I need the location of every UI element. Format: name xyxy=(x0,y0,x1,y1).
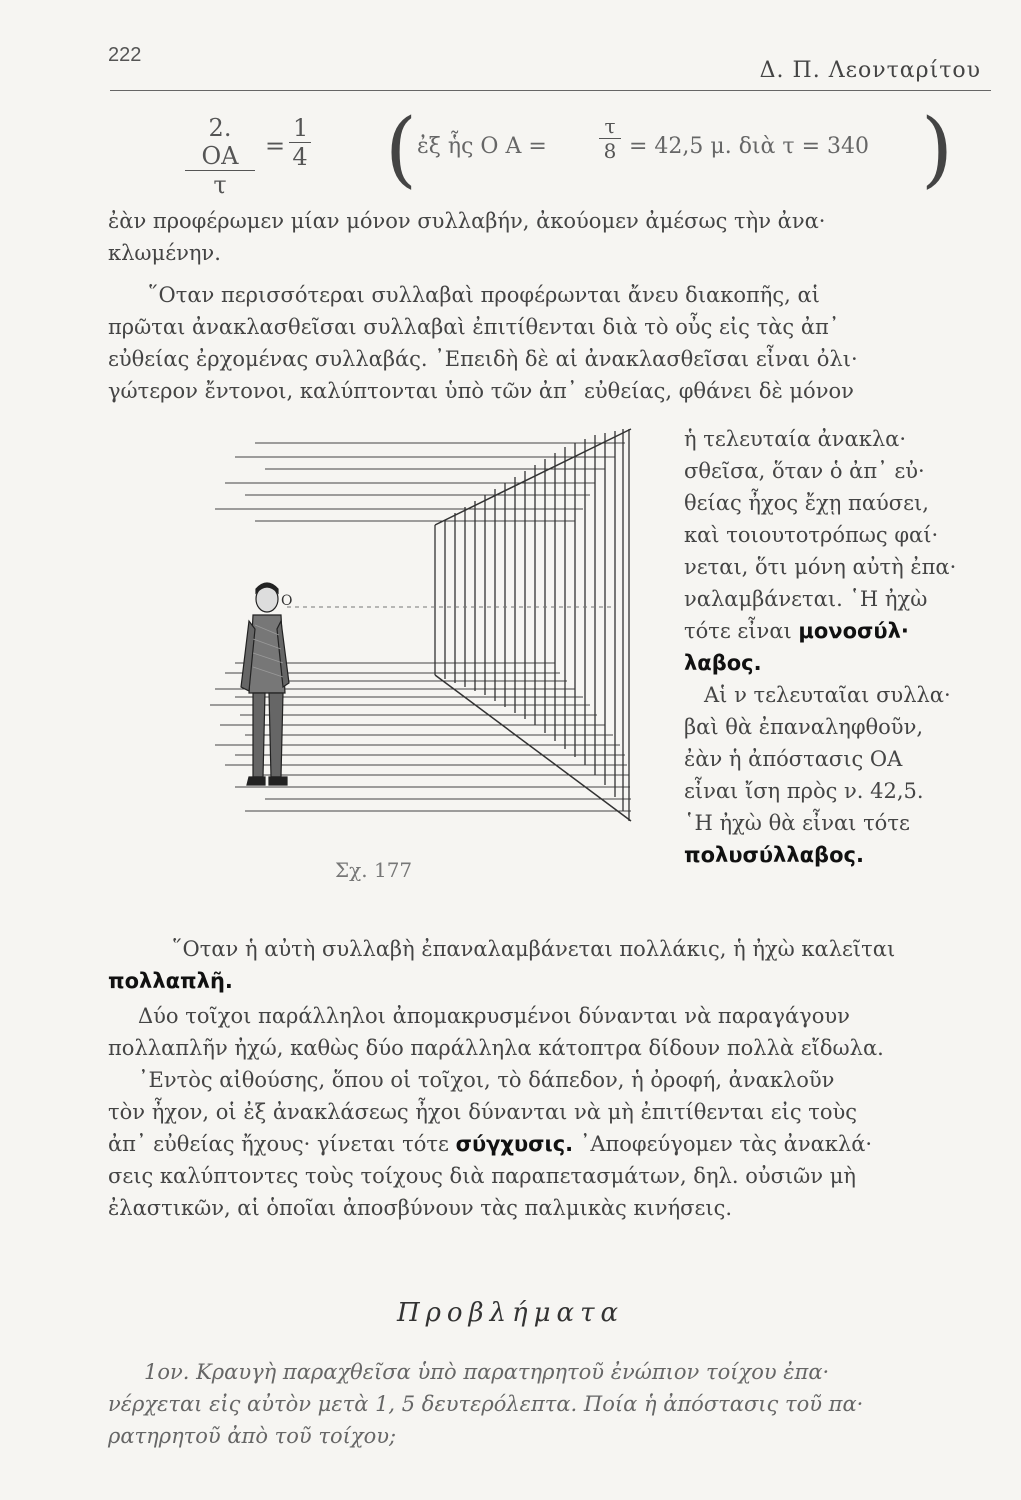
text-line: θείας ἦχος ἔχῃ παύσει, xyxy=(684,491,929,515)
text-line: ἐὰν προφέρωμεν μίαν μόνον συλλαβήν, ἀκούομεν ἀμέσως τὴν ἀνα· xyxy=(108,209,826,233)
text-line: εἶναι ἴση πρὸς ν. 42,5. xyxy=(684,779,924,803)
problems-title: Προβλήματα xyxy=(396,1298,625,1328)
text-line: σεις καλύπτοντες τοὺς τοίχους διὰ παραπετασμάτων, δηλ. οὐσιῶν μὴ xyxy=(108,1164,856,1188)
figure-caption: Σχ. 177 xyxy=(335,858,413,882)
fraction-right-numerator: 1 xyxy=(289,114,311,143)
problems-text xyxy=(108,1356,863,1452)
text-line: ἡ τελευταία ἀνακλα· xyxy=(684,427,907,451)
paren-open: ( xyxy=(385,102,417,197)
paragraph-2 xyxy=(108,279,858,407)
text-line: γώτερον ἔντονοι, καλύπτονται ὑπὸ τῶν ἀπ᾿ εὐθείας, φθάνει δὲ μόνον xyxy=(108,379,854,403)
header-rule xyxy=(110,90,991,91)
text-line: καὶ τοιουτοτρόπως φαί· xyxy=(684,523,939,547)
equation xyxy=(185,102,985,204)
fraction-right xyxy=(289,114,311,171)
fraction-left-numerator: 2. ΟΑ xyxy=(185,114,255,171)
intro-paragraph xyxy=(108,205,825,269)
text-line: ἐὰν ἡ ἀπόστασις ΟΑ xyxy=(684,747,903,771)
text-fragment: ἀπ᾿ εὐθείας ἤχους· γίνεται τότε xyxy=(108,1132,449,1156)
paren-close: ) xyxy=(921,102,953,197)
running-head: Δ. Π. Λεονταρίτου xyxy=(759,58,981,83)
figure-label-o: Ο xyxy=(281,593,293,609)
side-line-text: τότε εἶναι xyxy=(684,619,792,643)
paragraph-4 xyxy=(108,1000,884,1224)
text-line xyxy=(108,1128,884,1160)
text-line: ῞Οταν ἡ αὐτὴ συλλαβὴ ἐπαναλαμβάνεται πολλάκις, ἡ ἠχὼ καλεῖται xyxy=(172,937,896,961)
text-line: 1ον. Κραυγὴ παραχθεῖσα ὑπὸ παρατηρητοῦ ἐνώπιον τοίχου ἐπα· xyxy=(144,1360,830,1384)
term-monosyllabos-cont: λαβος. xyxy=(684,651,762,675)
text-line: τὸν ἦχον, οἱ ἐξ ἀνακλάσεως ἦχοι δύνανται νὰ μὴ ἐπιτίθενται εἰς τοὺς xyxy=(108,1100,858,1124)
text-line xyxy=(684,615,956,647)
text-line: ἐλαστικῶν, αἱ ὁποῖαι ἀποσβύνουν τὰς παλμικὰς κινήσεις. xyxy=(108,1196,733,1220)
text-line: ῞Οταν περισσότεραι συλλαβαὶ προφέρωνται ἄνευ διακοπῆς, αἱ xyxy=(148,283,820,307)
text-line: εὐθείας ἐρχομένας συλλαβάς. ᾿Επειδὴ δὲ αἱ ἀνακλασθεῖσαι εἶναι ὀλι· xyxy=(108,347,858,371)
wall-echo-illustration xyxy=(195,425,635,825)
text-line: ᾿Εντὸς αἰθούσης, ὅπου οἱ τοῖχοι, τὸ δάπεδον, ἡ ὀροφή, ἀνακλοῦν xyxy=(138,1068,835,1092)
term-pollapli: πολλαπλῆ. xyxy=(108,969,233,993)
text-line: βαὶ θὰ ἐπαναληφθοῦν, xyxy=(684,715,924,739)
text-fragment: ᾿Αποφεύγομεν τὰς ἀνακλά· xyxy=(579,1132,873,1156)
term-monosyllabos: μονοσύλ· xyxy=(798,619,909,643)
equation-middle-text: ἐξ ἧς Ο Α = xyxy=(417,134,547,159)
fraction-tau-denominator: 8 xyxy=(603,139,617,163)
text-line: Δύο τοῖχοι παράλληλοι ἀπομακρυσμένοι δύνανται νὰ παραγάγουν xyxy=(138,1004,850,1028)
term-polysyllabos: πολυσύλλαβος. xyxy=(684,843,864,867)
term-sygchysis: σύγχυσις. xyxy=(455,1132,574,1156)
text-line: πολλαπλῆν ἠχώ, καθὼς δύο παράλληλα κάτοπτρα δίδουν πολλὰ εἴδωλα. xyxy=(108,1036,884,1060)
text-line: ρατηρητοῦ ἀπὸ τοῦ τοίχου; xyxy=(108,1424,397,1448)
text-line: ναλαμβάνεται. ῾Η ἠχὼ xyxy=(684,587,928,611)
fraction-right-denominator: 4 xyxy=(292,143,308,171)
text-line: πρῶται ἀνακλασθεῖσαι συλλαβαὶ ἐπιτίθενται διὰ τὸ οὖς εἰς τὰς ἀπ᾿ xyxy=(108,315,840,339)
text-line: ῾Η ἠχὼ θὰ εἶναι τότε xyxy=(684,811,910,835)
fraction-tau xyxy=(599,114,621,163)
fraction-left xyxy=(185,114,255,199)
text-line: νέρχεται εἰς αὐτὸν μετὰ 1, 5 δευτερόλεπτα. Ποία ἡ ἀπόστασις τοῦ πα· xyxy=(108,1392,864,1416)
page-number: 222 xyxy=(108,44,142,66)
fraction-left-denominator: τ xyxy=(213,171,227,199)
equals-sign: = xyxy=(265,132,286,160)
fraction-tau-numerator: τ xyxy=(599,114,621,139)
paragraph-3 xyxy=(108,933,895,997)
figure-177 xyxy=(195,425,635,825)
text-line: κλωμένην. xyxy=(108,241,221,265)
text-line: σθεῖσα, ὅταν ὁ ἀπ᾿ εὐ· xyxy=(684,459,925,483)
text-line: Αἱ ν τελευταῖαι συλλα· xyxy=(704,683,951,707)
equation-tail-text: = 42,5 μ. διὰ τ = 340 xyxy=(629,134,869,159)
side-column xyxy=(684,423,956,871)
text-line: νεται, ὅτι μόνη αὐτὴ ἐπα· xyxy=(684,555,957,579)
